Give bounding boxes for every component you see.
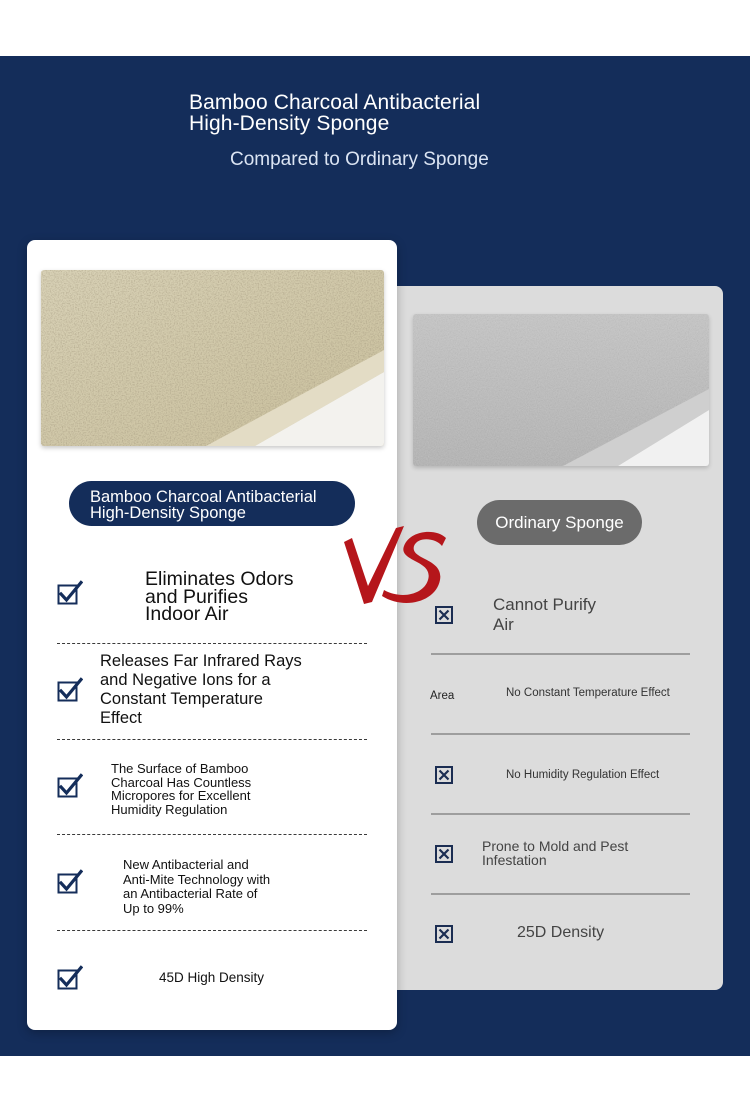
solid-divider xyxy=(431,653,690,655)
feature-line: and Negative Ions for a xyxy=(100,671,271,689)
cross-box-icon xyxy=(435,766,453,784)
feature-line: Charcoal Has Countless xyxy=(111,774,252,790)
dashed-divider xyxy=(57,739,367,740)
ordinary-sponge-pill: Ordinary Sponge xyxy=(477,500,642,545)
feature-line: 45D High Density xyxy=(159,970,265,985)
vs-mark xyxy=(338,522,454,608)
feature-line: Constant Temperature xyxy=(100,690,263,708)
feature-line: Indoor Air xyxy=(145,603,229,625)
check-icon xyxy=(57,965,83,991)
ordinary-sponge-photo xyxy=(413,314,709,466)
item-line: Air xyxy=(493,615,514,634)
dashed-divider xyxy=(57,643,367,644)
cross-box-icon xyxy=(435,845,453,863)
page-title xyxy=(189,92,589,134)
feature-line: and Purifies xyxy=(145,585,248,608)
ordinary-item-text-1 xyxy=(493,595,596,635)
feature-line: Eliminates Odors xyxy=(145,568,294,590)
pill-line-2: High-Density Sponge xyxy=(90,504,246,522)
solid-divider xyxy=(431,813,690,815)
check-icon xyxy=(57,869,83,895)
item-line: 25D Density xyxy=(517,924,605,941)
cross-box-icon xyxy=(435,925,453,943)
feature-line: New Antibacterial and xyxy=(123,857,249,872)
dashed-divider xyxy=(57,834,367,835)
feature-text-1 xyxy=(145,568,294,625)
item-line: Infestation xyxy=(482,851,547,868)
item-line: No Humidity Regulation Effect xyxy=(506,769,660,781)
feature-line: Up to 99% xyxy=(123,900,184,916)
feature-text-4 xyxy=(123,858,270,916)
ordinary-item-text-5 xyxy=(517,923,604,943)
page-subtitle: Compared to Ordinary Sponge xyxy=(230,149,489,170)
check-icon xyxy=(57,677,83,703)
ordinary-item-text-4 xyxy=(482,840,628,867)
cross-box-icon xyxy=(435,606,453,624)
feature-line: Humidity Regulation xyxy=(111,801,228,817)
bamboo-sponge-pill xyxy=(69,481,355,526)
feature-line: Micropores for Excellent xyxy=(111,788,251,803)
feature-text-3 xyxy=(111,762,251,816)
feature-line: Releases Far Infrared Rays xyxy=(100,652,302,670)
feature-text-2 xyxy=(100,652,302,728)
item-line: No Constant Temperature Effect xyxy=(506,687,670,699)
feature-line: an Antibacterial Rate of xyxy=(123,886,258,901)
title-line-1: Bamboo Charcoal Antibacterial xyxy=(189,91,481,114)
vs-text: VS xyxy=(338,522,340,523)
ordinary-item-text-3 xyxy=(506,768,659,782)
feature-line: Anti-Mite Technology with xyxy=(123,871,271,887)
pill-line-1: Bamboo Charcoal Antibacterial xyxy=(90,488,317,506)
feature-text-5 xyxy=(159,970,264,986)
check-icon xyxy=(57,580,83,606)
item-prefix: Area xyxy=(430,690,455,702)
item-line: Cannot Purify xyxy=(493,595,596,614)
bamboo-sponge-photo xyxy=(41,270,384,446)
feature-line: The Surface of Bamboo xyxy=(111,761,249,776)
item-line: Prone to Mold and Pest xyxy=(482,838,629,854)
solid-divider xyxy=(431,733,690,735)
check-icon xyxy=(57,773,83,799)
feature-line: Effect xyxy=(100,709,142,727)
dashed-divider xyxy=(57,930,367,931)
solid-divider xyxy=(431,893,690,895)
ordinary-item-text-2 xyxy=(506,686,670,700)
title-line-2: High-Density Sponge xyxy=(189,112,390,135)
